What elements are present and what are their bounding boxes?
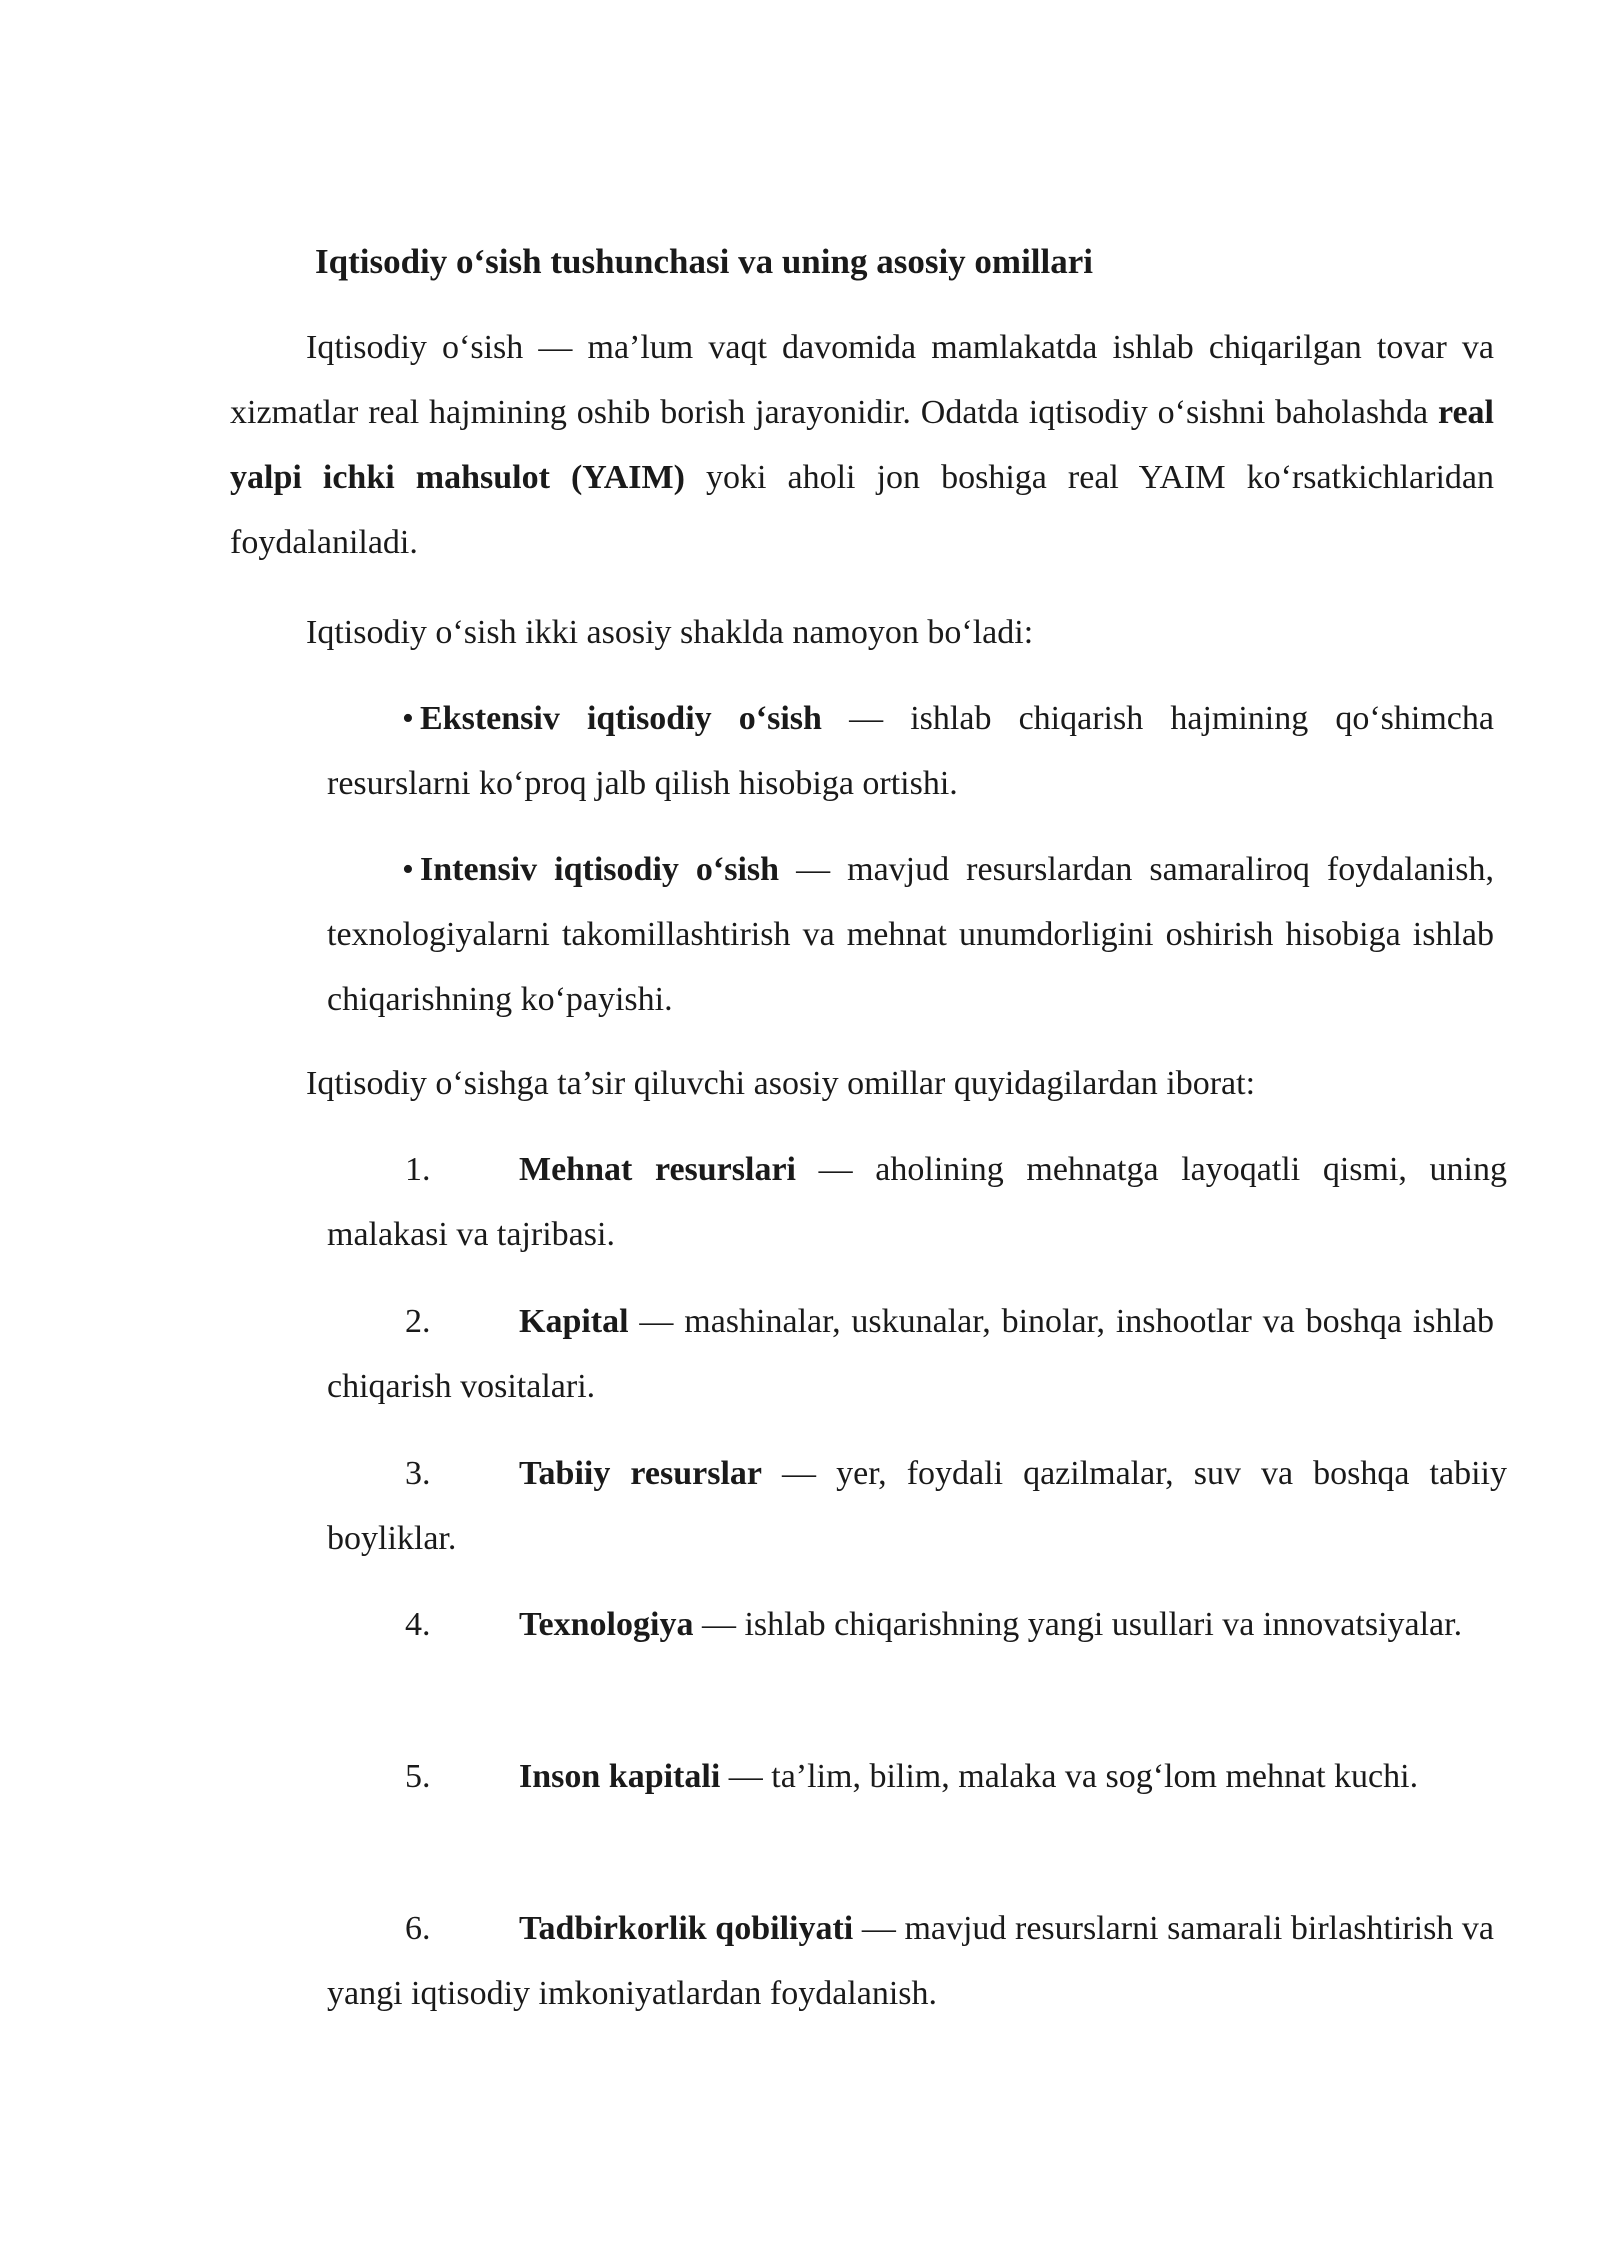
factor-item-2: [327, 1289, 1494, 1419]
form-description: — ishlab chiqarish hajmining qo‘shimcha resurslarni ko‘proq jalb qilish hisobiga ortishi.: [327, 700, 1494, 802]
factor-item-4: [327, 1592, 1494, 1657]
factor-item-1: [327, 1137, 1507, 1267]
factor-description: — mavjud resurslarni samarali birlashtirish va yangi iqtisodiy imkoniyatlardan foydalanish.: [327, 1910, 1494, 2012]
bullet-icon: •: [402, 700, 414, 737]
factors-intro-paragraph: Iqtisodiy o‘sishga ta’sir qiluvchi asosiy omillar quyidagilardan iborat:: [306, 1065, 1256, 1102]
intro-text-start: Iqtisodiy o‘sish — ma’lum vaqt davomida mamlakatda ishlab chiqarilgan tovar va xizmatlar real hajmining oshib borish jarayonidir. Odatda iqtisodiy o‘sishni baholashda: [230, 329, 1494, 431]
list-item-form-intensive: [327, 837, 1494, 1032]
factor-description: — aholining mehnatga layoqatli qismi, uning malakasi va tajribasi.: [327, 1151, 1508, 1253]
factor-term: Inson kapitali: [519, 1758, 721, 1795]
item-number: 6.: [405, 1910, 431, 1947]
factor-description: — ta’lim, bilim, malaka va sog‘lom mehnat kuchi.: [720, 1758, 1419, 1795]
factor-term: Kapital: [519, 1303, 629, 1340]
factor-term: Tadbirkorlik qobiliyati: [519, 1910, 854, 1947]
list-item-form-extensive: [327, 686, 1494, 816]
item-number: 3.: [405, 1455, 431, 1492]
factor-item-6: [327, 1896, 1494, 2026]
factor-term: Texnologiya: [519, 1606, 694, 1643]
intro-paragraph-forms: Iqtisodiy o‘sish ikki asosiy shaklda namoyon bo‘ladi:: [306, 614, 1034, 651]
item-number: 1.: [405, 1151, 431, 1188]
item-number: 5.: [405, 1758, 431, 1795]
factor-term: Mehnat resurslari: [519, 1151, 796, 1188]
item-number: 4.: [405, 1606, 431, 1643]
form-term: Ekstensiv iqtisodiy o‘sish: [420, 700, 822, 737]
form-term: Intensiv iqtisodiy o‘sish: [420, 851, 780, 888]
intro-text-end: yoki aholi jon boshiga real YAIM ko‘rsatkichlaridan foydalaniladi.: [230, 459, 1494, 561]
factor-description: — mashinalar, uskunalar, binolar, inshootlar va boshqa ishlab chiqarish vositalari.: [327, 1303, 1494, 1405]
form-description: — mavjud resurslardan samaraliroq foydalanish, texnologiyalarni takomillashtirish va mehnat unumdorligini oshirish hisobiga ishlab chiqarishning ko‘payishi.: [327, 851, 1495, 1018]
intro-bold-term: real yalpi ichki mahsulot (YAIM): [230, 394, 1494, 496]
factor-term: Tabiiy resurslar: [519, 1455, 762, 1492]
bullet-icon: •: [402, 851, 414, 888]
factor-item-3: [327, 1441, 1507, 1571]
item-number: 2.: [405, 1303, 431, 1340]
intro-paragraph-definition: [230, 315, 1494, 575]
factor-description: — ishlab chiqarishning yangi usullari va innovatsiyalar.: [693, 1606, 1463, 1643]
document-title: Iqtisodiy o‘sish tushunchasi va uning asosiy omillari: [315, 242, 1094, 281]
factor-description: — yer, foydali qazilmalar, suv va boshqa tabiiy boyliklar.: [327, 1455, 1507, 1557]
factor-item-5: [327, 1744, 1494, 1809]
